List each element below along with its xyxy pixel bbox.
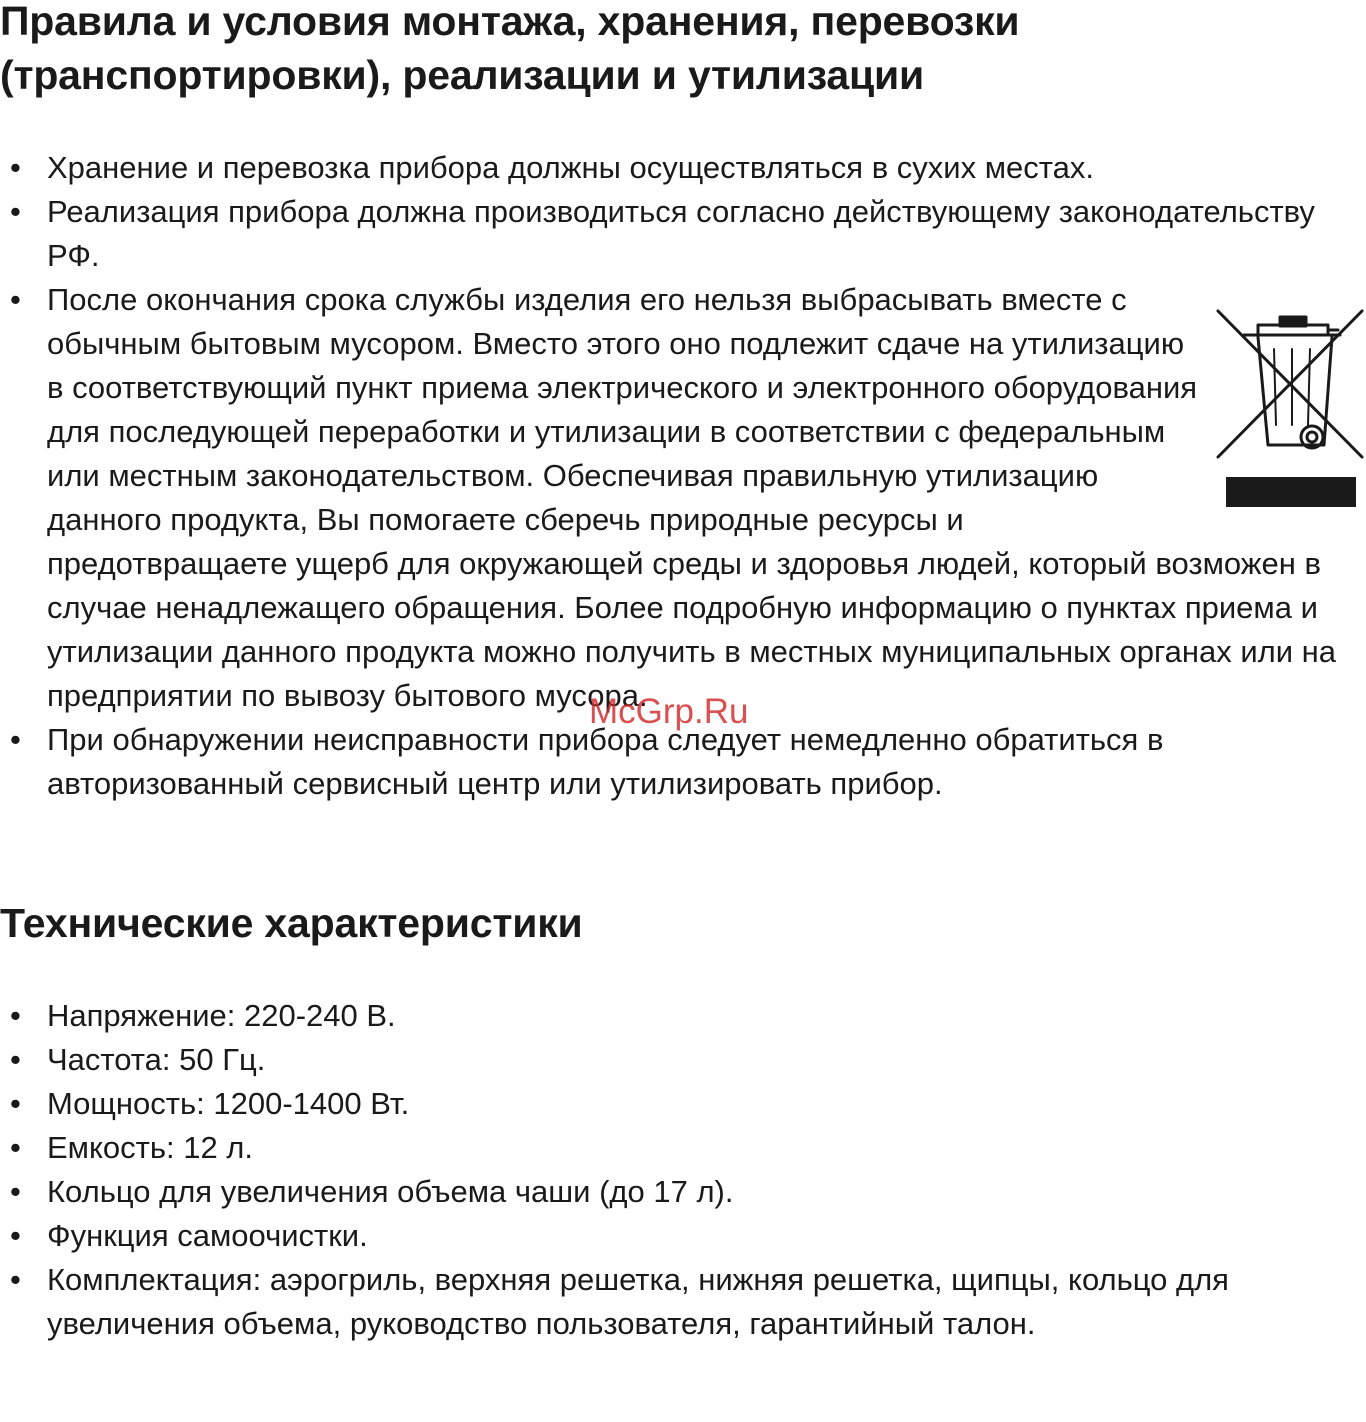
list-item-text: Реализация прибора должна производиться согласно действующему законодательству РФ. — [47, 194, 1315, 273]
list-item-text: Функция самоочистки. — [47, 1218, 368, 1253]
list-item-text: При обнаружении неисправности прибора следует немедленно обратиться в авторизованный сервисный центр или утилизировать прибор. — [47, 722, 1164, 801]
list-item — [0, 1082, 1350, 1126]
list-item — [0, 1038, 1350, 1082]
bullet: • — [10, 1174, 21, 1209]
bullet: • — [10, 1130, 21, 1165]
list-item — [0, 1170, 1350, 1214]
list-item-text: Частота: 50 Гц. — [47, 1042, 266, 1077]
list-item-text: После окончания срока службы изделия его нельзя выбрасывать вместе с обычным бытовым мусором. Вместо этого оно подлежит сдаче на утилизацию в соответствующий пункт приема электрического и электронного оборудования для последующей переработки и утилизации в соответствии с федеральным или местным законодательством. Обеспечивая правильную утилизацию данного продукта, Вы помогаете сберечь природные ресурсы и предотвращаете ущерб для окружающей среды и здоровья людей, который возможен в случае ненадлежащего обращения. Более подробную информацию о пунктах приема и утилизации данного продукта можно получить в местных муниципальных органах или на предприятии по вывозу бытового мусора. — [47, 278, 1360, 718]
bullet: • — [10, 282, 21, 317]
bullet: • — [10, 1042, 21, 1077]
bullet: • — [10, 194, 21, 229]
rules-heading-line2: (транспортировки), реализации и утилизации — [0, 52, 925, 98]
rules-heading-line1: Правила и условия монтажа, хранения, перевозки — [0, 0, 1020, 44]
watermark-text: McGrp.Ru — [589, 692, 749, 731]
list-item — [0, 146, 1360, 190]
bullet: • — [10, 150, 21, 185]
rules-list — [0, 146, 1360, 806]
list-item — [0, 1126, 1350, 1170]
list-item — [0, 718, 1360, 806]
bullet: • — [10, 722, 21, 757]
rules-heading — [0, 0, 1366, 102]
crossed-out-wheelie-bin-icon — [1214, 305, 1366, 511]
bullet: • — [10, 1086, 21, 1121]
list-item — [0, 994, 1350, 1038]
bullet: • — [10, 1262, 21, 1297]
list-item-text: Кольцо для увеличения объема чаши (до 17 л). — [47, 1174, 734, 1209]
list-item — [0, 1258, 1350, 1346]
list-item-text: Напряжение: 220-240 В. — [47, 998, 396, 1033]
bullet: • — [10, 998, 21, 1033]
list-item — [0, 278, 1360, 718]
list-item-text: Комплектация: аэрогриль, верхняя решетка, нижняя решетка, щипцы, кольцо для увеличения объема, руководство пользователя, гарантийный талон. — [47, 1262, 1229, 1341]
specs-list — [0, 994, 1350, 1346]
list-item-text: Мощность: 1200-1400 Вт. — [47, 1086, 410, 1121]
list-item-text: Емкость: 12 л. — [47, 1130, 254, 1165]
list-item — [0, 1214, 1350, 1258]
bullet: • — [10, 1218, 21, 1253]
specs-heading: Технические характеристики — [0, 900, 583, 946]
list-item — [0, 190, 1360, 278]
list-item-text: Хранение и перевозка прибора должны осуществляться в сухих местах. — [47, 150, 1094, 185]
